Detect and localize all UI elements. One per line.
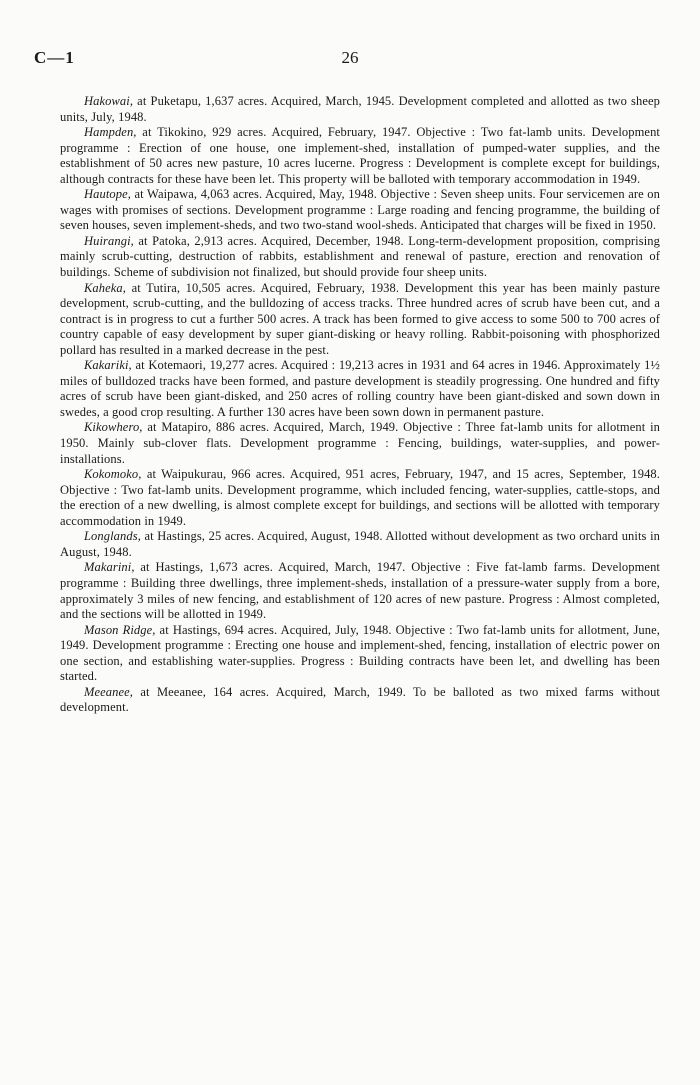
- property-name: Kakariki,: [84, 358, 132, 373]
- property-entry: [60, 685, 660, 716]
- series-code: C—1: [34, 48, 75, 67]
- property-name: Hakowai,: [84, 94, 134, 108]
- property-description: at Waipukurau, 966 acres. Acquired, 951 acres, February, 1947, and 15 acres, September, 1948. Objective : Two fat-lamb units. Development programme, which included fencing, water-supplies, cattle-stops, and the erection of a new dwelling, is almost complete except for buildings, and sections will be allotted with temporary accommodation in 1949.: [60, 467, 660, 528]
- property-description: at Hastings, 1,673 acres. Acquired, March, 1947. Objective : Five fat-lamb farms. Development programme : Building three dwellings, three implement-sheds, installation of a pressure-water supply from a bore, approximately 3 miles of new fencing, and establishment of 120 acres of new pasture. Progress : Almost completed, and the sections will be allotted in 1949.: [60, 560, 660, 622]
- property-entry: [60, 420, 660, 467]
- page-header: [34, 48, 666, 72]
- property-name: Hampden,: [84, 125, 137, 140]
- property-name: Mason Ridge,: [84, 622, 156, 637]
- property-name: Longlands,: [84, 529, 141, 544]
- property-name: Makarini,: [84, 560, 135, 575]
- property-description: at Meeanee, 164 acres. Acquired, March, 1949. To be balloted as two mixed farms without development.: [60, 684, 660, 715]
- property-entry: [60, 358, 660, 420]
- property-name: Huirangi,: [84, 233, 134, 248]
- property-description: at Waipawa, 4,063 acres. Acquired, May, 1948. Objective : Seven sheep units. Four servicemen are on wages with promises of sections. Development programme : Large roading and fencing programme, the building of seven houses, seven implement-sheds, and two two-stand wool-sheds. Anticipated that charges will be fixed in 1950.: [60, 187, 660, 233]
- property-entry: [60, 281, 660, 359]
- property-description: at Puketapu, 1,637 acres. Acquired, March, 1945. Development completed and allotted as two sheep units, July, 1948.: [60, 94, 660, 124]
- property-entry: [60, 467, 660, 529]
- property-entry: [60, 94, 660, 125]
- property-name: Kikowhero,: [84, 420, 143, 435]
- property-entry: [60, 187, 660, 234]
- property-entry: [60, 623, 660, 685]
- property-entry: [60, 125, 660, 187]
- property-description: at Matapiro, 886 acres. Acquired, March, 1949. Objective : Three fat-lamb units for allotment in 1950. Mainly sub-clover flats. Development programme : Fencing, buildings, water-supplies, and power-installations.: [60, 420, 660, 466]
- property-description: at Patoka, 2,913 acres. Acquired, December, 1948. Long-term-development proposition, comprising mainly scrub-cutting, destruction of rabbits, establishment and renewal of pasture, erection and renovation of buildings. Scheme of subdivision not finalized, but should provide four sheep units.: [60, 233, 660, 280]
- property-name: Hautope,: [84, 187, 131, 202]
- property-entry: [60, 234, 660, 281]
- property-description: at Hastings, 694 acres. Acquired, July, 1948. Objective : Two fat-lamb units for allotment, June, 1949. Development programme : Erecting one house and implement-shed, fencing, installation of electric power on one section, and establishing water-supplies. Progress : Building contracts have been let, and dwelling has been started.: [60, 622, 660, 684]
- property-name: Meeanee,: [84, 684, 134, 699]
- property-name: Kokomoko,: [84, 467, 142, 482]
- property-description: at Kotemaori, 19,277 acres. Acquired : 19,213 acres in 1931 and 64 acres in 1946. Approximately 1½ miles of bulldozed tracks have been formed, and pasture development is steadily progressing. One hundred and fifty acres of scrub have been giant-disked, and 250 acres of rolling country have been giant-disked and sown down in swedes, a good crop resulting. A further 130 acres have been sown down in permanent pasture.: [60, 358, 660, 419]
- document-body: [60, 94, 660, 716]
- page-number: 26: [341, 48, 359, 67]
- property-entry: [60, 529, 660, 560]
- property-description: at Tutira, 10,505 acres. Acquired, February, 1938. Development this year has been mainly pasture development, scrub-cutting, and the bulldozing of access tracks. Three hundred acres of scrub have been cut, and a contract is in progress to cut a further 500 acres. A track has been formed to give access to some 500 to 700 acres of country capable of easy development by super giant-disking or heavy rolling. Rabbit-poisoning with phosphorized pollard has resulted in a marked decrease in the pest.: [60, 280, 660, 357]
- property-description: at Tikokino, 929 acres. Acquired, February, 1947. Objective : Two fat-lamb units. Development programme : Erection of one house, one implement-shed, installation of pumped-water supplies, and the establishment of 50 acres new pasture, 10 acres lucerne. Progress : Development is complete except for buildings, although contracts for these have been let. This property will be balloted with temporary accommodation in 1949.: [60, 125, 660, 186]
- property-description: at Hastings, 25 acres. Acquired, August, 1948. Allotted without development as two orchard units in August, 1948.: [60, 529, 660, 559]
- property-name: Kaheka,: [84, 280, 127, 295]
- property-entry: [60, 560, 660, 622]
